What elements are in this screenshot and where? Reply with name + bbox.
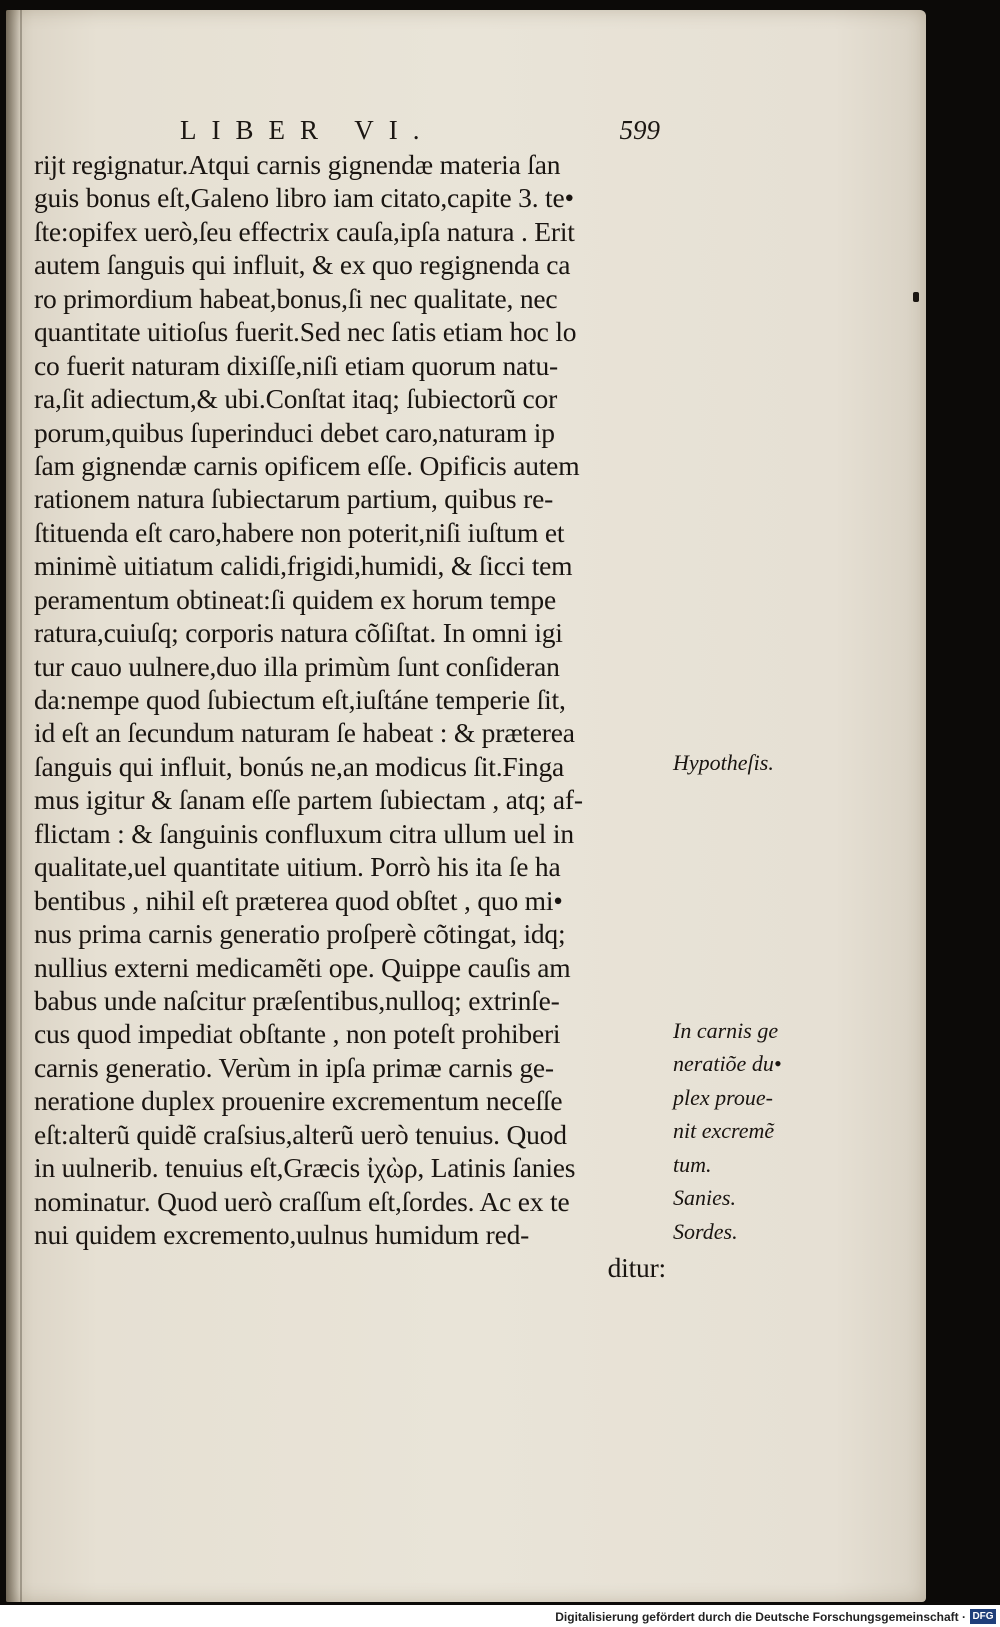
text-line: babus unde naſcitur præſentibus,nulloq; extrinſe- <box>34 984 560 1016</box>
text-line: peramentum obtineat:ſi quidem ex horum tempe <box>34 583 556 615</box>
text-line: rationem natura ſubiectarum partium, quibus re- <box>34 483 554 515</box>
margin-note-line: plex proue- <box>673 1084 773 1110</box>
body-text <box>34 148 666 1285</box>
text-line: quantitate uitioſus fuerit.Sed nec ſatis etiam hoc lo <box>34 316 577 348</box>
margin-note-excrement <box>673 1014 823 1181</box>
footer-credit: Digitalisierung gefördert durch die Deutsche Forschungsgemeinschaft · <box>555 1610 966 1624</box>
text-line: guis bonus eſt,Galeno libro iam citato,capite 3. te• <box>34 182 574 214</box>
text-line: eſt:alterũ quidẽ craſsius,alterũ uerò tenuius. Quod <box>34 1118 567 1150</box>
text-line: porum,quibus ſuperinduci debet caro,naturam ip <box>34 416 555 448</box>
margin-note-line: Hypotheſis. <box>673 750 774 775</box>
ink-blot <box>913 292 919 302</box>
text-line: nus prima carnis generatio proſperè cõtingat, idq; <box>34 918 566 950</box>
footer-bar <box>0 1605 1000 1627</box>
text-line: carnis generatio. Verùm in ipſa primæ carnis ge- <box>34 1051 554 1083</box>
text-line: rijt regignatur.Atqui carnis gignendæ materia ſan <box>34 149 561 180</box>
text-line: minimè uitiatum calidi,frigidi,humidi, & ſicci tem <box>34 550 573 582</box>
text-line: ſam gignendæ carnis opificem eſſe. Opificis autem <box>34 449 580 481</box>
margin-note-hypothesis <box>673 746 823 779</box>
text-line: cus quod impediat obſtante , non poteſt prohiberi <box>34 1018 561 1050</box>
margin-note-line: nit excremẽ <box>673 1118 775 1144</box>
text-line: autem ſanguis qui influit, & ex quo regignenda ca <box>34 249 571 281</box>
margin-note-sordes <box>673 1215 823 1248</box>
margin-note-line: Sordes. <box>673 1219 738 1244</box>
text-line: nullius externi medicamẽti ope. Quippe cauſis am <box>34 951 571 983</box>
text-line: ſanguis qui influit, bonús ne,an modicus ſit.Finga <box>34 750 565 782</box>
page-number: 599 <box>619 115 660 145</box>
margin-note-sanies <box>673 1181 823 1214</box>
text-line: co fuerit naturam dixiſſe,niſi etiam quorum natu- <box>34 349 559 381</box>
text-line: ro primordium habeat,bonus,ſi nec qualitate, nec <box>34 282 558 314</box>
running-head <box>180 112 660 148</box>
margin-note-line: Sanies. <box>673 1185 736 1210</box>
text-line: ditur: <box>607 1252 666 1284</box>
text-line: ra,ſit adiectum,& ubi.Conſtat itaq; ſubiectorũ cor <box>34 383 558 415</box>
margin-note-line: neratiõe du• <box>673 1051 782 1077</box>
text-line: ſte:opifex uerò,ſeu effectrix cauſa,ipſa natura . Erit <box>34 215 575 247</box>
text-line: tur cauo uulnere,duo illa primùm ſunt conſideran <box>34 650 560 682</box>
text-line: id eſt an ſecundum naturam ſe habeat : & præterea <box>34 717 575 749</box>
text-line: da:nempe quod ſubiectum eſt,iuſtáne temperie ſit, <box>34 684 566 715</box>
gutter-shadow <box>20 10 22 1602</box>
margin-note-line: tum. <box>673 1151 712 1177</box>
text-line: nominatur. Quod uerò craſſum eſt,ſordes. Ac ex te <box>34 1185 570 1217</box>
text-line: ratura,cuiuſq; corporis natura cõſiſtat. In omni igi <box>34 617 563 649</box>
text-line: qualitate,uel quantitate uitium. Porrò his ita ſe ha <box>34 851 561 883</box>
text-line: neratione duplex prouenire excrementum neceſſe <box>34 1085 563 1117</box>
text-line: bentibus , nihil eſt præterea quod obſtet , quo mi• <box>34 884 563 916</box>
text-line: mus igitur & ſanam eſſe partem ſubiectam , atq; af- <box>34 784 583 816</box>
text-line: ſtituenda eſt caro,habere non poterit,niſi iuſtum et <box>34 516 565 548</box>
running-head-title: LIBER VI. <box>180 115 435 145</box>
text-line: nui quidem excremento,uulnus humidum red- <box>34 1219 530 1250</box>
dfg-logo: DFG <box>970 1609 996 1624</box>
text-line: flictam : & ſanguinis confluxum citra ullum uel in <box>34 817 574 849</box>
text-line: in uulnerib. tenuius eſt,Græcis ἰχὼρ, Latinis ſanies <box>34 1152 576 1184</box>
margin-note-line: In carnis ge <box>673 1018 779 1043</box>
